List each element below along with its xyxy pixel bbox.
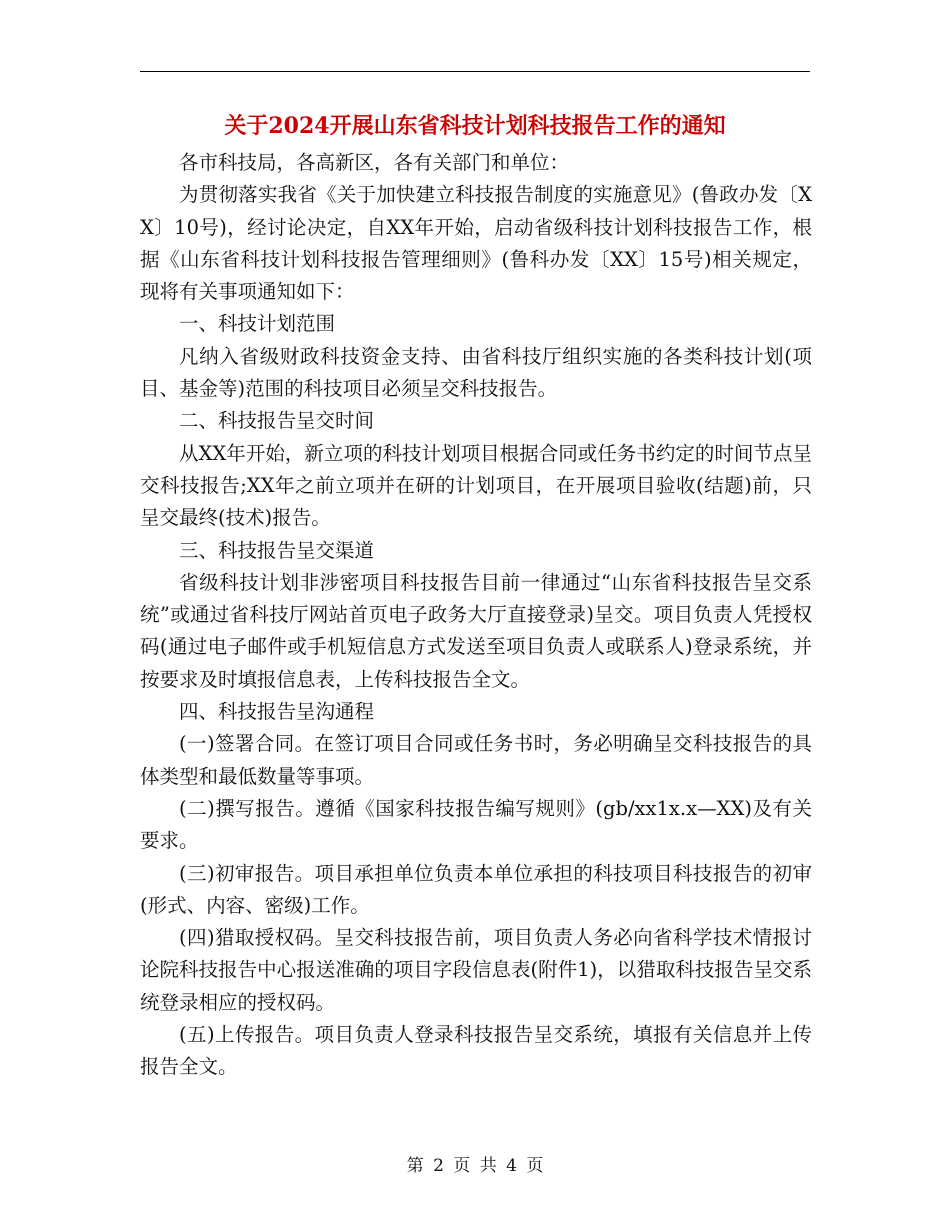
document-body <box>140 147 812 1084</box>
salutation: 各市科技局，各高新区，各有关部门和单位： <box>179 151 570 174</box>
paragraph-scope: 凡纳入省级财政科技资金支持、由省科技厅组织实施的各类科技计划(项目、基金等)范围的科技项目必须呈交科技报告。 <box>140 344 812 401</box>
intro-paragraph: 为贯彻落实我省《关于加快建立科技报告制度的实施意见》(鲁政办发〔XX〕10号)，经讨论决定，自XX年开始，启动省级科技计划科技报告工作，根据《山东省科技计划科技报告管理细则》(鲁科办发〔XX〕15号)相关规定，现将有关事项通知如下： <box>140 183 812 304</box>
procedure-step-2: (二)撰写报告。遵循《国家科技报告编写规则》(gb/xx1x.x—XX)及有关要求。 <box>140 796 812 853</box>
procedure-step-4: (四)猎取授权码。呈交科技报告前，项目负责人务必向省科学技术情报讨论院科技报告中心报送准确的项目字段信息表(附件1)，以猎取科技报告呈交系统登录相应的授权码。 <box>140 926 812 1014</box>
paragraph-channel: 省级科技计划非涉密项目科技报告目前一律通过“山东省科技报告呈交系统”或通过省科技厅网站首页电子政务大厅直接登录)呈交。项目负责人凭授权码(通过电子邮件或手机短信息方式发送至项目负责人或联系人)登录系统，并按要求及时填报信息表，上传科技报告全文。 <box>140 570 812 691</box>
procedure-step-5: (五)上传报告。项目负责人登录科技报告呈交系统，填报有关信息并上传报告全文。 <box>140 1023 812 1079</box>
procedure-step-1: (一)签署合同。在签订项目合同或任务书时，务必明确呈交科技报告的具体类型和最低数量等事项。 <box>140 732 812 788</box>
section-heading-time: 二、科技报告呈交时间 <box>179 409 375 433</box>
section-heading-channel: 三、科技报告呈交渠道 <box>179 538 375 562</box>
paragraph-time: 从XX年开始，新立项的科技计划项目根据合同或任务书约定的时间节点呈交科技报告;XX年之前立项并在研的计划项目，在开展项目验收(结题)前，只呈交最终(技术)报告。 <box>140 441 812 530</box>
header-rule <box>140 71 810 72</box>
procedure-step-3: (三)初审报告。项目承担单位负责本单位承担的科技项目科技报告的初审(形式、内容、密级)工作。 <box>140 861 812 917</box>
section-heading-procedure: 四、科技报告呈沟通程 <box>179 700 375 724</box>
page-number: 第 2 页 共 4 页 <box>406 1156 544 1176</box>
document-title: 关于2024开展山东省科技计划科技报告工作的通知 <box>224 113 726 139</box>
section-heading-scope: 一、科技计划范围 <box>179 312 336 336</box>
